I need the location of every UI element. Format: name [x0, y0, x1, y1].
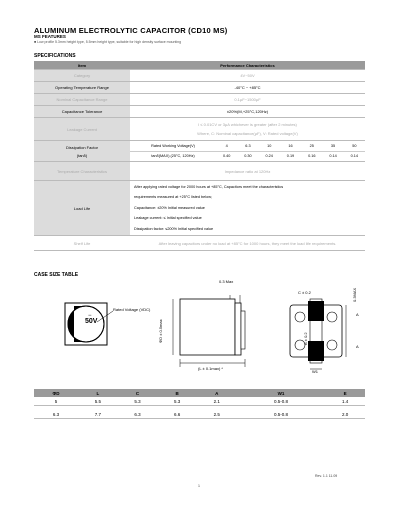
dim-cell: 5.5	[78, 397, 118, 406]
dim-cell: 0.5-0.8	[237, 397, 326, 406]
spec-row-dissipation	[34, 141, 365, 162]
max-dim-label: 0.3 Max	[219, 279, 234, 284]
mount-hole	[327, 340, 337, 350]
dim-cell: 5.3	[118, 397, 158, 406]
dim-cell: 0.5-0.8	[237, 410, 326, 419]
spec-value-temperature-characteristics: Impedance ratio at 120Hz	[130, 162, 365, 181]
dimension-table	[34, 389, 365, 419]
features-heading: MS FEATURES	[34, 34, 66, 39]
spec-row	[34, 82, 365, 94]
terminal-bottom	[308, 341, 324, 361]
leakage-line-1: I ≤ 0.01CV or 3μA whichever is greater (after 2 minutes)	[198, 122, 297, 127]
document-title: ALUMINUM ELECTROLYTIC CAPACITOR (CD10 MS)	[34, 26, 228, 35]
dim-header: L	[78, 389, 118, 397]
voltage-cell: 4	[216, 142, 237, 152]
rated-voltage-label: Rated Voltage (VDC)	[113, 307, 151, 312]
spec-header-row	[34, 61, 365, 70]
spec-item-capacitance-range: Nominal Capacitance Range	[34, 94, 130, 106]
dim-header: W1	[237, 389, 326, 397]
spec-item-temperature-range: Operating Temperature Range	[34, 82, 130, 94]
dim-cell: 2.5	[197, 410, 237, 419]
polarity-mark: −	[88, 313, 92, 319]
capacitor-side-view	[160, 285, 275, 375]
dim-header: ΦD	[34, 389, 78, 397]
tan-cell: 0.14	[350, 154, 359, 158]
voltage-cell: 6.3	[237, 142, 258, 152]
spec-item-dissipation	[34, 141, 130, 162]
spec-col-item: Item	[34, 61, 130, 70]
dim-cell: 5	[34, 397, 78, 406]
tan-cell: 0.40	[222, 154, 231, 158]
spec-value-category: 4V~50V	[130, 70, 365, 82]
spec-row	[34, 236, 365, 251]
spec-row	[34, 94, 365, 106]
terminal-plate	[241, 311, 245, 349]
tan-cell: 0.14	[329, 154, 337, 158]
leakage-line-2: Where, C: Nominal capacitance(μF), V: Rated voltage(V)	[197, 131, 298, 136]
load-life-line: Capacitance: ±20% Initial measured value	[134, 205, 205, 210]
spec-value-load-life	[130, 181, 365, 236]
voltage-label: Rated Working Voltage(V)	[130, 142, 216, 152]
features-note: ■ Low profile 5.3mm height type, 5.5mm height type, suitable for high density surface mounting	[34, 40, 182, 44]
a-label-bottom: A	[356, 344, 359, 349]
spec-col-characteristics: Performance Characteristics	[130, 61, 365, 70]
dim-cell: 6.3	[34, 410, 78, 419]
dim-cell: 5.3	[157, 397, 197, 406]
voltage-cell: 10	[259, 142, 280, 152]
spec-item-category: Category	[34, 70, 130, 82]
tan-cell: 0.16	[308, 154, 316, 158]
dimension-header-row	[34, 389, 365, 397]
tan-cell: 0.24	[265, 154, 273, 158]
load-life-line: Leakage current: ≤ Initial specified value	[134, 216, 202, 221]
capacitor-voltage-mark: 50V	[85, 318, 98, 325]
dim-cell: 2.1	[197, 397, 237, 406]
dim-cell: 7.7	[78, 410, 118, 419]
voltage-cell: 35	[322, 142, 343, 152]
spec-row	[34, 118, 365, 141]
spec-value-capacitance-tolerance: ±20%(M,+25°C,120Hz)	[130, 106, 365, 118]
tan-row	[130, 151, 365, 161]
c-dim-label: C ± 0.2	[298, 290, 311, 295]
spec-value-shelf-life: After leaving capacitors under no load at +85°C for 1000 hours, they meet the load life requirements.	[130, 236, 365, 251]
tan-cell: 0.19	[286, 154, 295, 158]
dissipation-table	[130, 142, 365, 161]
terminal-top	[308, 301, 324, 321]
spec-value-capacitance-range: 0.1μF~1500μF	[130, 94, 365, 106]
spec-item-leakage-current: Leakage Current	[34, 118, 130, 141]
capacitor-bottom-view	[280, 293, 360, 378]
specifications-heading: SPECIFICATIONS	[34, 53, 76, 59]
spec-row	[34, 106, 365, 118]
page-number: 1	[198, 484, 200, 488]
dim-header: B	[157, 389, 197, 397]
revision-footer: Rev. 1.1 11.09	[315, 474, 338, 478]
a-label-top: A	[356, 312, 359, 317]
w-dim-label: W1	[312, 369, 318, 374]
spec-item-capacitance-tolerance: Capacitance Tolerance	[34, 106, 130, 118]
spec-value-leakage-current	[130, 118, 365, 141]
voltage-cell: 25	[301, 142, 322, 152]
max-right-label: 0.3MAX	[352, 287, 357, 302]
spec-value-temperature-range: -40°C ~ +85°C	[130, 82, 365, 94]
table-row	[34, 397, 365, 406]
spec-item-temperature-characteristics: Temperature Characteristics	[34, 162, 130, 181]
dissipation-label: Dissipation Factor	[65, 144, 98, 150]
spec-row-load-life	[34, 181, 365, 236]
table-row	[34, 410, 365, 419]
length-label: (L ± 0.1max) *	[198, 366, 223, 371]
dim-header: A	[197, 389, 237, 397]
voltage-cell: 50	[344, 142, 365, 152]
mount-hole	[295, 312, 305, 322]
dim-cell: 1.4	[325, 397, 365, 406]
spec-value-dissipation	[130, 141, 365, 162]
dim-header: E	[325, 389, 365, 397]
tan-label: tanδ(MAX) (25°C, 120Hz)	[151, 154, 195, 158]
load-life-line: requirements measured at +25°C listed below;	[134, 195, 213, 200]
can-body	[180, 299, 235, 355]
b-dim-label: B ± 0.2	[303, 332, 308, 345]
dim-cell: 6.3	[118, 410, 158, 419]
dissipation-label-tan: (tanδ)	[76, 152, 88, 158]
base-section	[235, 303, 241, 355]
load-life-line: Dissipation factor: ≤200% Initial specified value	[134, 226, 214, 231]
spec-item-load-life: Load Life	[34, 181, 130, 236]
specifications-table	[34, 61, 365, 251]
case-size-heading: CASE SIZE TABLE	[34, 272, 79, 278]
leader-line	[97, 311, 113, 322]
spec-item-shelf-life: Shelf Life	[34, 236, 130, 251]
spec-row	[34, 162, 365, 181]
load-life-line: After applying rated voltage for 2000 hours at +85°C, Capacitors meet the characteristics	[134, 185, 284, 190]
tan-cell: 0.30	[244, 154, 252, 158]
mount-hole	[327, 312, 337, 322]
spec-row	[34, 70, 365, 82]
dim-cell: 6.6	[157, 410, 197, 419]
dim-header: C	[118, 389, 158, 397]
dim-cell: 2.0	[325, 410, 365, 419]
voltage-row	[130, 142, 365, 152]
voltage-cell: 16	[280, 142, 301, 152]
diameter-label: ΦD ± 0.5max	[158, 319, 163, 343]
